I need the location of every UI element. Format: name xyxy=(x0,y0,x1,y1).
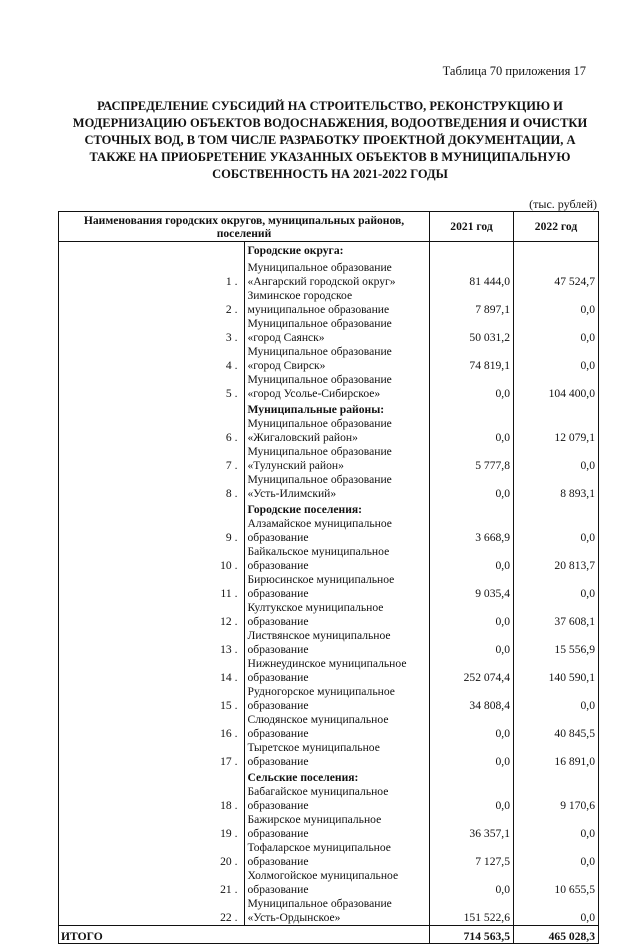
group-number-cell xyxy=(59,769,245,785)
amount-2022: 0,0 xyxy=(514,573,599,601)
municipality-name: Рудногорское муниципальное образование xyxy=(244,685,430,713)
row-number: 4 . xyxy=(59,345,245,373)
row-number: 7 . xyxy=(59,445,245,473)
table-row xyxy=(59,713,599,741)
amount-2021: 0,0 xyxy=(430,713,514,741)
row-number: 2 . xyxy=(59,289,245,317)
table-row xyxy=(59,417,599,445)
document-title: РАСПРЕДЕЛЕНИЕ СУБСИДИЙ НА СТРОИТЕЛЬСТВО, РЕКОНСТРУКЦИЮ И МОДЕРНИЗАЦИЮ ОБЪЕКТОВ ВОДОСНАБЖЕНИЯ, ВОДООТВЕДЕНИЯ И ОЧИСТКИ СТОЧНЫХ ВОД, В ТОМ ЧИСЛЕ РАЗРАБОТКУ ПРОЕКТНОЙ ДОКУМЕНТАЦИИ, А ТАКЖЕ НА ПРИОБРЕТЕНИЕ УКАЗАННЫХ ОБЪЕКТОВ В МУНИЦИПАЛЬНУЮ СОБСТВЕННОСТЬ НА 2021-2022 ГОДЫ xyxy=(72,99,588,181)
municipality-name: Зиминское городское муниципальное образование xyxy=(244,289,430,317)
amount-2021: 9 035,4 xyxy=(430,573,514,601)
amount-2021: 3 668,9 xyxy=(430,517,514,545)
total-label: ИТОГО xyxy=(59,926,430,944)
amount-2022: 0,0 xyxy=(514,517,599,545)
row-number: 22 . xyxy=(59,897,245,926)
amount-2022: 16 891,0 xyxy=(514,741,599,769)
row-number: 8 . xyxy=(59,473,245,501)
amount-2021: 0,0 xyxy=(430,785,514,813)
table-row xyxy=(59,869,599,897)
amount-2021: 7 897,1 xyxy=(430,289,514,317)
table-row xyxy=(59,517,599,545)
table-row xyxy=(59,289,599,317)
table-row xyxy=(59,813,599,841)
group-header-row xyxy=(59,769,599,785)
group-2021-cell xyxy=(430,501,514,517)
municipality-name: Муниципальное образование «город Усолье-Сибирское» xyxy=(244,373,430,401)
amount-2021: 252 074,4 xyxy=(430,657,514,685)
table-row xyxy=(59,601,599,629)
municipality-name: Тыретское муниципальное образование xyxy=(244,741,430,769)
amount-2022: 15 556,9 xyxy=(514,629,599,657)
table-row xyxy=(59,573,599,601)
group-2022-cell xyxy=(514,401,599,417)
row-number: 21 . xyxy=(59,869,245,897)
group-2021-cell xyxy=(430,242,514,259)
units-label: (тыс. рублей) xyxy=(529,197,597,211)
municipality-name: Муниципальное образование «Усть-Ордынское» xyxy=(244,897,430,926)
table-row xyxy=(59,741,599,769)
group-2022-cell xyxy=(514,769,599,785)
municipality-name: Холмогойское муниципальное образование xyxy=(244,869,430,897)
amount-2021: 0,0 xyxy=(430,473,514,501)
amount-2021: 36 357,1 xyxy=(430,813,514,841)
table-row xyxy=(59,445,599,473)
row-number: 3 . xyxy=(59,317,245,345)
amount-2022: 47 524,7 xyxy=(514,258,599,289)
table-body xyxy=(59,242,599,944)
amount-2021: 151 522,6 xyxy=(430,897,514,926)
total-row xyxy=(59,926,599,944)
table-row xyxy=(59,685,599,713)
row-number: 19 . xyxy=(59,813,245,841)
group-header-row xyxy=(59,401,599,417)
municipality-name: Бажирское муниципальное образование xyxy=(244,813,430,841)
group-2021-cell xyxy=(430,401,514,417)
amount-2022: 0,0 xyxy=(514,685,599,713)
municipality-name: Муниципальное образование «Жигаловский район» xyxy=(244,417,430,445)
municipality-name: Тофаларское муниципальное образование xyxy=(244,841,430,869)
table-row xyxy=(59,345,599,373)
row-number: 10 . xyxy=(59,545,245,573)
table-row xyxy=(59,897,599,926)
municipality-name: Бирюсинское муниципальное образование xyxy=(244,573,430,601)
amount-2022: 40 845,5 xyxy=(514,713,599,741)
row-number: 16 . xyxy=(59,713,245,741)
table-row xyxy=(59,785,599,813)
table-header-row xyxy=(59,212,599,242)
table-reference: Таблица 70 приложения 17 xyxy=(442,64,586,78)
municipality-name: Листвянское муниципальное образование xyxy=(244,629,430,657)
row-number: 18 . xyxy=(59,785,245,813)
subsidy-table xyxy=(58,211,599,944)
total-2021: 714 563,5 xyxy=(430,926,514,944)
group-label: Сельские поселения: xyxy=(244,769,430,785)
amount-2022: 10 655,5 xyxy=(514,869,599,897)
group-label: Городские поселения: xyxy=(244,501,430,517)
row-number: 12 . xyxy=(59,601,245,629)
group-header-row xyxy=(59,242,599,259)
amount-2021: 0,0 xyxy=(430,373,514,401)
row-number: 11 . xyxy=(59,573,245,601)
table-row xyxy=(59,373,599,401)
amount-2021: 0,0 xyxy=(430,741,514,769)
amount-2021: 34 808,4 xyxy=(430,685,514,713)
municipality-name: Муниципальное образование «Усть-Илимский» xyxy=(244,473,430,501)
municipality-name: Муниципальное образование «город Свирск» xyxy=(244,345,430,373)
amount-2021: 5 777,8 xyxy=(430,445,514,473)
amount-2022: 0,0 xyxy=(514,897,599,926)
amount-2021: 0,0 xyxy=(430,629,514,657)
amount-2022: 104 400,0 xyxy=(514,373,599,401)
amount-2022: 0,0 xyxy=(514,345,599,373)
table-row xyxy=(59,841,599,869)
table-row xyxy=(59,473,599,501)
amount-2021: 50 031,2 xyxy=(430,317,514,345)
table-row xyxy=(59,629,599,657)
amount-2021: 0,0 xyxy=(430,545,514,573)
municipality-name: Муниципальное образование «Ангарский городской округ» xyxy=(244,258,430,289)
table-row xyxy=(59,545,599,573)
municipality-name: Слюдянское муниципальное образование xyxy=(244,713,430,741)
group-2022-cell xyxy=(514,242,599,259)
amount-2021: 7 127,5 xyxy=(430,841,514,869)
municipality-name: Муниципальное образование «Тулунский район» xyxy=(244,445,430,473)
group-2022-cell xyxy=(514,501,599,517)
group-2021-cell xyxy=(430,769,514,785)
table-row xyxy=(59,317,599,345)
amount-2022: 0,0 xyxy=(514,813,599,841)
amount-2022: 0,0 xyxy=(514,841,599,869)
row-number: 6 . xyxy=(59,417,245,445)
amount-2021: 74 819,1 xyxy=(430,345,514,373)
amount-2022: 140 590,1 xyxy=(514,657,599,685)
municipality-name: Култукское муниципальное образование xyxy=(244,601,430,629)
group-header-row xyxy=(59,501,599,517)
municipality-name: Муниципальное образование «город Саянск» xyxy=(244,317,430,345)
amount-2021: 0,0 xyxy=(430,417,514,445)
header-2022: 2022 год xyxy=(514,212,599,242)
row-number: 5 . xyxy=(59,373,245,401)
amount-2022: 0,0 xyxy=(514,289,599,317)
row-number: 9 . xyxy=(59,517,245,545)
table-row xyxy=(59,258,599,289)
row-number: 14 . xyxy=(59,657,245,685)
row-number: 17 . xyxy=(59,741,245,769)
amount-2022: 8 893,1 xyxy=(514,473,599,501)
amount-2021: 81 444,0 xyxy=(430,258,514,289)
row-number: 1 . xyxy=(59,258,245,289)
amount-2022: 12 079,1 xyxy=(514,417,599,445)
group-number-cell xyxy=(59,501,245,517)
amount-2022: 0,0 xyxy=(514,445,599,473)
municipality-name: Байкальское муниципальное образование xyxy=(244,545,430,573)
municipality-name: Алзамайское муниципальное образование xyxy=(244,517,430,545)
amount-2021: 0,0 xyxy=(430,869,514,897)
total-2022: 465 028,3 xyxy=(514,926,599,944)
table-row xyxy=(59,657,599,685)
header-name: Наименования городских округов, муниципальных районов, поселений xyxy=(59,212,430,242)
row-number: 20 . xyxy=(59,841,245,869)
amount-2022: 0,0 xyxy=(514,317,599,345)
municipality-name: Бабагайское муниципальное образование xyxy=(244,785,430,813)
amount-2022: 9 170,6 xyxy=(514,785,599,813)
group-label: Муниципальные районы: xyxy=(244,401,430,417)
group-number-cell xyxy=(59,401,245,417)
row-number: 13 . xyxy=(59,629,245,657)
municipality-name: Нижнеудинское муниципальное образование xyxy=(244,657,430,685)
group-number-cell xyxy=(59,242,245,259)
row-number: 15 . xyxy=(59,685,245,713)
group-label: Городские округа: xyxy=(244,242,430,259)
amount-2022: 20 813,7 xyxy=(514,545,599,573)
amount-2022: 37 608,1 xyxy=(514,601,599,629)
header-2021: 2021 год xyxy=(430,212,514,242)
amount-2021: 0,0 xyxy=(430,601,514,629)
